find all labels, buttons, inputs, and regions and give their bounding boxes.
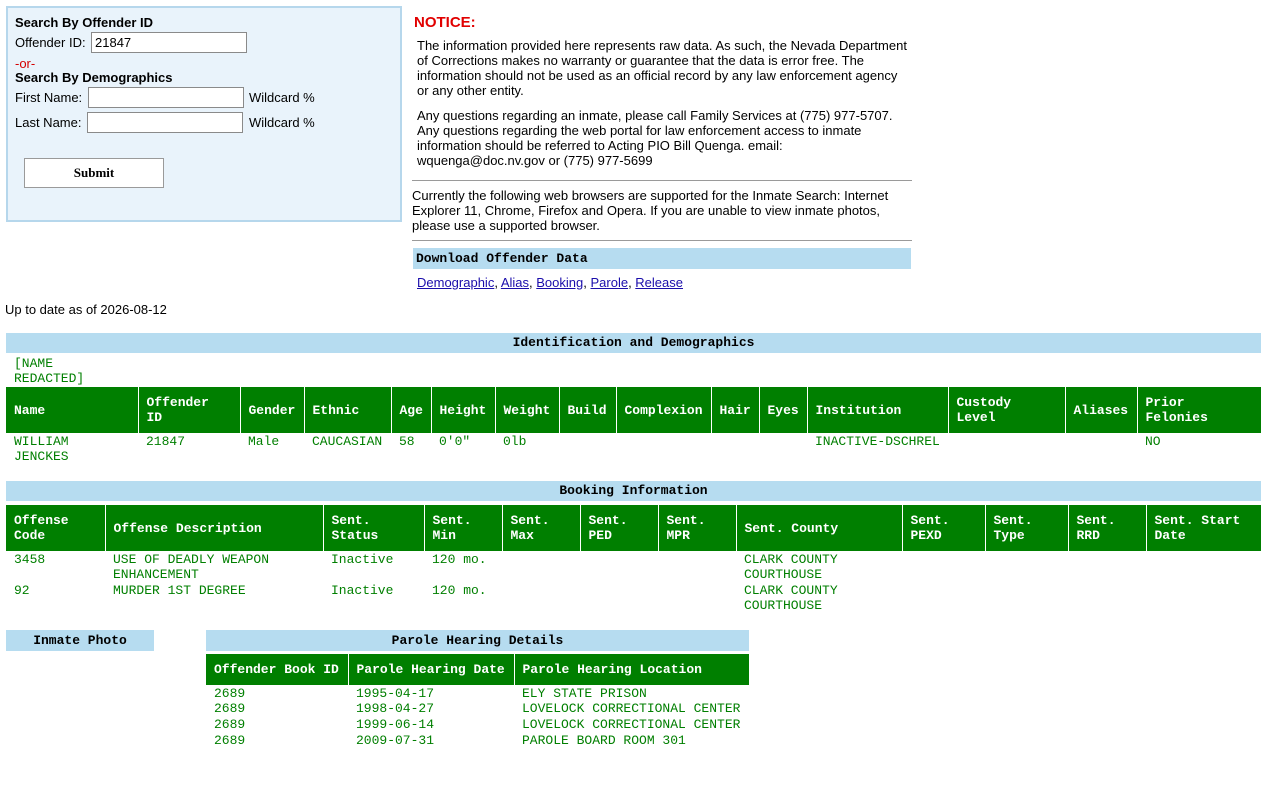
column-header: Gender [240, 387, 304, 433]
table-cell: MURDER 1ST DEGREE [113, 583, 246, 598]
table-cell [1146, 551, 1261, 582]
column-header: Sent. Type [985, 505, 1068, 551]
divider [412, 240, 912, 241]
search-form [6, 6, 402, 222]
first-name-wildcard-hint: Wildcard % [249, 90, 315, 105]
or-divider: -or- [15, 56, 36, 71]
table-cell [580, 582, 658, 613]
column-header: Offender Book ID [206, 654, 348, 685]
table-row [206, 733, 749, 749]
column-header: Hair [711, 387, 759, 433]
offender-id-label: Offender ID: [15, 35, 86, 50]
offender-id-input[interactable] [91, 32, 247, 53]
table-cell: 0lb [503, 434, 527, 449]
table-cell [616, 433, 711, 464]
notice-contact-text: Any questions regarding an inmate, please call Family Services at (775) 977-5707. Any questions regarding the web portal for law enforcement access to inmate information should be referred to Acting PIO Bill Quenga. email: wquenga@doc.nv.gov or (775) 977-5699 [417, 108, 893, 168]
last-name-wildcard-hint: Wildcard % [249, 115, 315, 130]
table-cell [902, 551, 985, 582]
column-header: Offender ID [138, 387, 240, 433]
table-row [206, 701, 749, 717]
table-cell: Inactive [331, 583, 394, 598]
identification-section-header: Identification and Demographics [6, 333, 1261, 353]
table-cell: CAUCASIAN [312, 434, 383, 449]
column-header: Complexion [616, 387, 711, 433]
column-header: Prior Felonies [1137, 387, 1261, 433]
table-cell [711, 433, 759, 464]
identification-table [6, 387, 1261, 464]
table-cell [985, 582, 1068, 613]
divider [412, 180, 912, 181]
table-row [6, 582, 1261, 613]
column-header: Sent. Min [424, 505, 502, 551]
table-cell: NO [1145, 434, 1161, 449]
table-cell: 3458 [14, 552, 46, 567]
column-header: Parole Hearing Date [348, 654, 514, 685]
download-booking-link[interactable]: Booking [536, 275, 584, 290]
parole-section-header: Parole Hearing Details [206, 630, 749, 651]
download-offender-data-header: Download Offender Data [413, 248, 911, 269]
column-header: Build [559, 387, 616, 433]
table-cell: LOVELOCK CORRECTIONAL CENTER [522, 717, 741, 732]
column-header: Height [431, 387, 495, 433]
table-cell: 1998-04-27 [356, 701, 435, 716]
table-cell [985, 551, 1068, 582]
table-cell: 58 [399, 434, 415, 449]
search-by-demographics-heading: Search By Demographics [15, 70, 173, 85]
table-row [6, 433, 1261, 464]
table-cell: Inactive [331, 552, 394, 567]
column-header: Institution [807, 387, 948, 433]
parole-table [206, 654, 749, 749]
search-by-id-heading: Search By Offender ID [15, 15, 153, 30]
last-name-input[interactable] [87, 112, 243, 133]
column-header: Aliases [1065, 387, 1137, 433]
table-cell: CLARK COUNTY COURTHOUSE [744, 583, 838, 613]
column-header: Offense Code [6, 505, 105, 551]
last-name-label: Last Name: [15, 115, 82, 130]
column-header: Sent. PEXD [902, 505, 985, 551]
column-header: Sent. Max [502, 505, 580, 551]
submit-button[interactable]: Submit [24, 158, 164, 188]
inmate-photo-header: Inmate Photo [6, 630, 154, 651]
table-cell: 2689 [214, 686, 246, 701]
column-header: Name [6, 387, 138, 433]
download-demographic-link[interactable]: Demographic [417, 275, 495, 290]
link-separator: , [494, 275, 501, 290]
column-header: Sent. County [736, 505, 902, 551]
column-header: Sent. Status [323, 505, 424, 551]
column-header: Sent. RRD [1068, 505, 1146, 551]
column-header: Parole Hearing Location [514, 654, 749, 685]
table-cell: USE OF DEADLY WEAPON ENHANCEMENT [113, 552, 270, 582]
table-cell: 1995-04-17 [356, 686, 435, 701]
table-cell: INACTIVE-DSCHREL [815, 434, 940, 449]
table-cell [658, 582, 736, 613]
redacted-name-text: [NAME REDACTED] [14, 356, 85, 386]
table-cell [1068, 582, 1146, 613]
column-header: Sent. Start Date [1146, 505, 1261, 551]
table-cell [580, 551, 658, 582]
table-cell: 2689 [214, 717, 246, 732]
table-cell [948, 433, 1065, 464]
booking-section-header: Booking Information [6, 481, 1261, 501]
table-cell [902, 582, 985, 613]
column-header: Sent. PED [580, 505, 658, 551]
table-cell: WILLIAM JENCKES [14, 434, 69, 464]
table-cell: 2689 [214, 733, 246, 748]
table-cell: 120 mo. [432, 552, 487, 567]
table-cell: 120 mo. [432, 583, 487, 598]
download-release-link[interactable]: Release [635, 275, 683, 290]
up-to-date-text: Up to date as of 2026-08-12 [5, 302, 167, 317]
table-cell [502, 582, 580, 613]
table-row [6, 551, 1261, 582]
table-cell: 1999-06-14 [356, 717, 435, 732]
table-cell [1065, 433, 1137, 464]
table-header-row [206, 654, 749, 685]
link-separator: , [583, 275, 591, 290]
booking-table [6, 505, 1261, 613]
first-name-input[interactable] [88, 87, 244, 108]
link-separator: , [529, 275, 537, 290]
table-header-row [6, 505, 1261, 551]
column-header: Ethnic [304, 387, 391, 433]
column-header: Eyes [759, 387, 807, 433]
notice-title: NOTICE: [414, 14, 476, 31]
column-header: Age [391, 387, 431, 433]
table-cell: CLARK COUNTY COURTHOUSE [744, 552, 838, 582]
link-separator: , [628, 275, 636, 290]
table-cell: LOVELOCK CORRECTIONAL CENTER [522, 701, 741, 716]
table-row [206, 685, 749, 701]
download-alias-link[interactable]: Alias [500, 275, 530, 290]
table-row [206, 717, 749, 733]
table-cell: Male [248, 434, 280, 449]
table-cell: 92 [14, 583, 30, 598]
download-links [417, 275, 683, 290]
browser-support-text: Currently the following web browsers are supported for the Inmate Search: Internet Explorer 11, Chrome, Firefox and Opera. If you are unable to view inmate photos, please use a supported browser. [412, 188, 889, 233]
table-cell [1068, 551, 1146, 582]
column-header: Sent. MPR [658, 505, 736, 551]
table-cell [1146, 582, 1261, 613]
table-cell [559, 433, 616, 464]
table-cell: 2689 [214, 701, 246, 716]
table-cell: 0'0" [439, 434, 471, 449]
column-header: Offense Description [105, 505, 323, 551]
table-header-row [6, 387, 1261, 433]
download-parole-link[interactable]: Parole [590, 275, 629, 290]
table-cell [658, 551, 736, 582]
first-name-label: First Name: [15, 90, 83, 105]
table-cell: 21847 [146, 434, 186, 449]
column-header: Weight [495, 387, 559, 433]
table-cell: 2009-07-31 [356, 733, 435, 748]
notice-disclaimer-text: The information provided here represents raw data. As such, the Nevada Department of Corrections makes no warranty or guarantee that the data is error free. The information should not be used as an official record by any law enforcement agency or any other entity. [417, 38, 907, 98]
table-cell [759, 433, 807, 464]
column-header: Custody Level [948, 387, 1065, 433]
table-cell: PAROLE BOARD ROOM 301 [522, 733, 686, 748]
table-cell: ELY STATE PRISON [522, 686, 647, 701]
table-cell [502, 551, 580, 582]
